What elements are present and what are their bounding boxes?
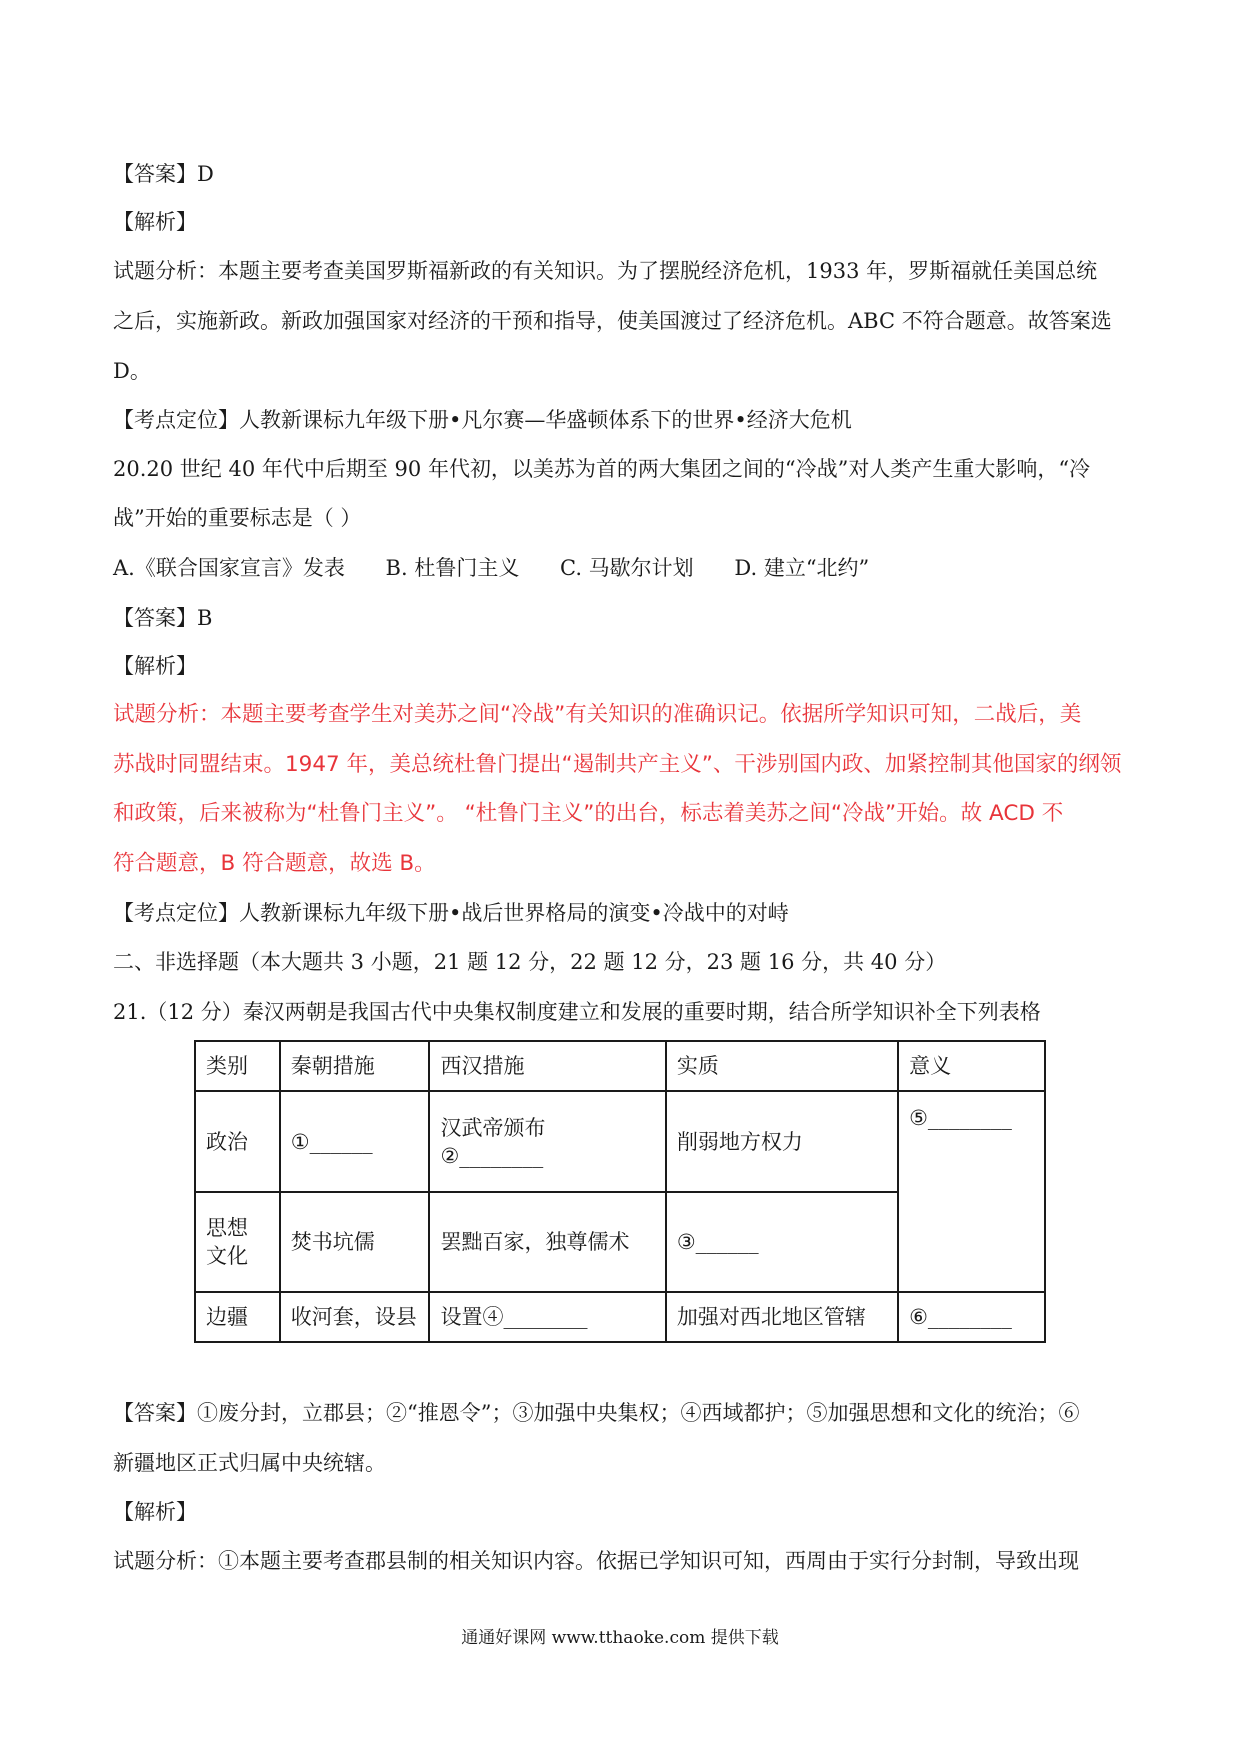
cell-category-culture-line-1: 思想 — [206, 1216, 248, 1240]
q20-option-c: C. 马歇尔计划 — [560, 556, 694, 580]
q21-answer-line-1: 【答案】①废分封，立郡县；②“推恩令”；③加强中央集权；④西域都护；⑤加强思想和文化的统治；⑥ — [113, 1401, 1080, 1425]
q20-option-d: D. 建立“北约” — [734, 556, 870, 580]
cell-meaning-frontier: ⑥________ — [898, 1292, 1045, 1342]
q20-option-a: A.《联合国家宣言》发表 — [113, 556, 345, 580]
cell-han-culture: 罢黜百家，独尊儒术 — [429, 1192, 665, 1292]
q21-table — [194, 1040, 1046, 1343]
cell-essence-culture: ③______ — [666, 1192, 898, 1292]
q21-analysis-heading: 【解析】 — [113, 1500, 197, 1524]
section2-heading: 二、非选择题（本大题共 3 小题，21 题 12 分，22 题 12 分，23 题 16 分，共 40 分） — [113, 950, 947, 974]
q19-analysis-line-2: 之后，实施新政。新政加强国家对经济的干预和指导，使美国渡过了经济危机。ABC 不符合题意。故答案选 — [113, 309, 1112, 333]
cell-han-frontier: 设置④________ — [429, 1292, 665, 1342]
cell-qin-frontier: 收河套，设县 — [280, 1292, 430, 1342]
cell-qin-politics: ①______ — [280, 1091, 430, 1192]
cell-category-politics: 政治 — [195, 1091, 280, 1192]
cell-qin-culture: 焚书坑儒 — [280, 1192, 430, 1292]
q19-analysis-heading: 【解析】 — [113, 210, 197, 234]
q20-analysis-line-1: 试题分析：本题主要考查学生对美苏之间“冷战”有关知识的准确识记。依据所学知识可知，二战后，美 — [113, 702, 1082, 727]
q20-analysis-line-2: 苏战时同盟结束。1947 年，美总统杜鲁门提出“遏制共产主义”、干涉别国内政、加紧控制其他国家的纲领 — [113, 752, 1122, 777]
cell-essence-politics: 削弱地方权力 — [666, 1091, 898, 1192]
q20-answer: 【答案】B — [113, 606, 213, 630]
table-header-row — [195, 1041, 1045, 1091]
cell-essence-frontier: 加强对西北地区管辖 — [666, 1292, 898, 1342]
table-row-politics — [195, 1091, 1045, 1192]
cell-meaning-politics-culture: ⑤________ — [898, 1091, 1045, 1292]
q20-options — [113, 554, 1133, 582]
cell-category-culture — [195, 1192, 280, 1292]
header-meaning: 意义 — [898, 1041, 1045, 1091]
q20-analysis-line-3: 和政策，后来被称为“杜鲁门主义”。 “杜鲁门主义”的出台，标志着美苏之间“冷战”开始。故 ACD 不 — [113, 801, 1064, 826]
cell-han-politics-line-1: 汉武帝颁布 — [440, 1115, 546, 1140]
q21-question: 21.（12 分）秦汉两朝是我国古代中央集权制度建立和发展的重要时期，结合所学知识补全下列表格 — [113, 1000, 1041, 1024]
header-category: 类别 — [195, 1041, 280, 1091]
header-han: 西汉措施 — [429, 1041, 665, 1091]
cell-han-politics-line-2: ②________ — [440, 1143, 544, 1168]
q19-analysis-line-1: 试题分析：本题主要考查美国罗斯福新政的有关知识。为了摆脱经济危机，1933 年，罗斯福就任美国总统 — [113, 259, 1098, 283]
header-essence: 实质 — [666, 1041, 898, 1091]
page-footer: 通通好课网 www.tthaoke.com 提供下载 — [461, 1628, 779, 1648]
table-row-frontier — [195, 1292, 1045, 1342]
q19-answer: 【答案】D — [113, 162, 214, 186]
q20-analysis-line-4: 符合题意，B 符合题意，故选 B。 — [113, 851, 436, 876]
cell-category-culture-line-2: 文化 — [206, 1244, 248, 1268]
q21-analysis-line-1: 试题分析：①本题主要考查郡县制的相关知识内容。依据已学知识可知，西周由于实行分封制，导致出现 — [113, 1549, 1079, 1573]
q20-question-line-1: 20.20 世纪 40 年代中后期至 90 年代初，以美苏为首的两大集团之间的“冷战”对人类产生重大影响，“冷 — [113, 457, 1091, 481]
q21-answer-line-2: 新疆地区正式归属中央统辖。 — [113, 1451, 386, 1475]
q20-analysis-heading: 【解析】 — [113, 654, 197, 678]
q19-kaodian: 【考点定位】人教新课标九年级下册•凡尔赛—华盛顿体系下的世界•经济大危机 — [113, 408, 852, 432]
q20-kaodian: 【考点定位】人教新课标九年级下册•战后世界格局的演变•冷战中的对峙 — [113, 901, 789, 925]
cell-han-politics — [429, 1091, 665, 1192]
q20-question-line-2: 战”开始的重要标志是（ ） — [113, 506, 362, 530]
cell-category-frontier: 边疆 — [195, 1292, 280, 1342]
q20-option-b: B. 杜鲁门主义 — [385, 556, 520, 580]
header-qin: 秦朝措施 — [280, 1041, 430, 1091]
q19-analysis-line-3: D。 — [113, 359, 151, 383]
